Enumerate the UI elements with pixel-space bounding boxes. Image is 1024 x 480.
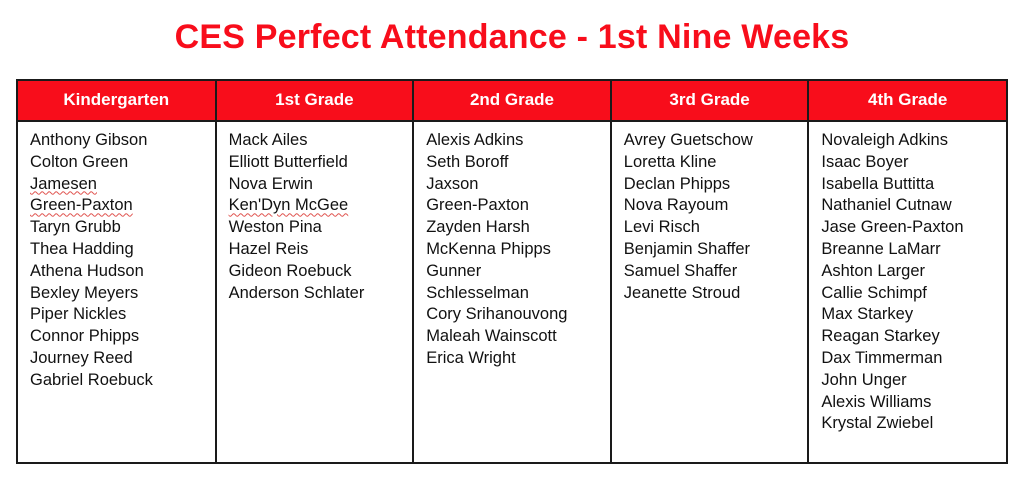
- student-name: Isabella Buttitta: [821, 174, 935, 193]
- student-name: Nathaniel Cutnaw: [821, 196, 952, 215]
- name-list-1st-grade: [229, 130, 403, 304]
- table-body: [18, 121, 1006, 462]
- student-name: Dax Timmerman: [821, 348, 943, 367]
- student-name: Reagan Starkey: [821, 327, 940, 346]
- attendance-table: [18, 81, 1006, 462]
- student-name: Gunner: [426, 261, 482, 280]
- student-name: Green-Paxton: [30, 196, 133, 215]
- student-name: Novaleigh Adkins: [821, 131, 948, 149]
- page-title: CES Perfect Attendance - 1st Nine Weeks: [174, 18, 850, 56]
- student-name: Alexis Adkins: [426, 131, 524, 149]
- student-name: Connor Phipps: [30, 327, 140, 346]
- student-name: Weston Pina: [228, 218, 322, 237]
- name-list-2nd-grade: [426, 130, 600, 370]
- student-name: Jaxson: [426, 174, 479, 193]
- student-name: Seth Boroff: [426, 152, 509, 171]
- student-name: Hazel Reis: [228, 239, 309, 258]
- student-name: Ashton Larger: [821, 261, 926, 280]
- student-name: Bexley Meyers: [30, 283, 139, 302]
- student-name: Green-Paxton: [426, 196, 529, 215]
- student-name: Isaac Boyer: [821, 152, 909, 171]
- table-row: [18, 121, 1006, 462]
- student-name: Erica Wright: [426, 348, 516, 367]
- name-list-3rd-grade: [624, 130, 798, 304]
- student-name: Avrey Guetschow: [623, 131, 753, 149]
- student-name: Cory Srihanouvong: [426, 305, 568, 324]
- cell-2nd-grade: [413, 121, 611, 462]
- student-name: Elliott Butterfield: [228, 152, 348, 171]
- attendance-table-container: [16, 79, 1008, 464]
- student-name: Jase Green-Paxton: [821, 218, 964, 237]
- student-name: Samuel Shaffer: [623, 261, 738, 280]
- student-name: Nova Rayoum: [623, 196, 729, 215]
- student-name: Gabriel Roebuck: [30, 370, 153, 389]
- student-name: Anderson Schlater: [228, 283, 365, 302]
- student-name: Athena Hudson: [30, 261, 144, 280]
- column-header-1st-grade: 1st Grade: [216, 81, 414, 121]
- student-name: Taryn Grubb: [30, 218, 121, 237]
- cell-1st-grade: [216, 121, 414, 462]
- cell-4th-grade: [808, 121, 1006, 462]
- student-name: Callie Schimpf: [821, 283, 927, 302]
- cell-kindergarten: [18, 121, 216, 462]
- name-list-kindergarten: [30, 130, 205, 392]
- student-name: Piper Nickles: [30, 305, 127, 324]
- student-name: Breanne LaMarr: [821, 239, 941, 258]
- name-list-4th-grade: [821, 130, 996, 435]
- table-header-row: [18, 81, 1006, 121]
- student-name: Krystal Zwiebel: [821, 414, 934, 433]
- column-header-2nd-grade: 2nd Grade: [413, 81, 611, 121]
- student-name: Jamesen: [30, 174, 97, 193]
- student-name: Anthony Gibson: [30, 131, 148, 149]
- student-name: Maleah Wainscott: [426, 327, 557, 346]
- column-header-kindergarten: Kindergarten: [18, 81, 216, 121]
- column-header-4th-grade: 4th Grade: [808, 81, 1006, 121]
- student-name: Colton Green: [30, 152, 129, 171]
- student-name: Jeanette Stroud: [623, 283, 741, 302]
- student-name: John Unger: [821, 370, 907, 389]
- column-header-3rd-grade: 3rd Grade: [611, 81, 809, 121]
- student-name: Alexis Williams: [821, 392, 932, 411]
- student-name: Ken'Dyn McGee: [228, 196, 349, 215]
- student-name: Mack Ailes: [228, 131, 308, 149]
- student-name: Gideon Roebuck: [228, 261, 352, 280]
- student-name: Journey Reed: [30, 348, 133, 367]
- student-name: Levi Risch: [623, 218, 700, 237]
- student-name: Thea Hadding: [30, 239, 134, 258]
- student-name: Declan Phipps: [623, 174, 731, 193]
- student-name: Benjamin Shaffer: [623, 239, 751, 258]
- student-name: Max Starkey: [821, 305, 914, 324]
- cell-3rd-grade: [611, 121, 809, 462]
- student-name: Loretta Kline: [623, 152, 717, 171]
- student-name: Schlesselman: [426, 283, 529, 302]
- student-name: Nova Erwin: [228, 174, 313, 193]
- student-name: McKenna Phipps: [426, 239, 551, 258]
- student-name: Zayden Harsh: [426, 218, 530, 237]
